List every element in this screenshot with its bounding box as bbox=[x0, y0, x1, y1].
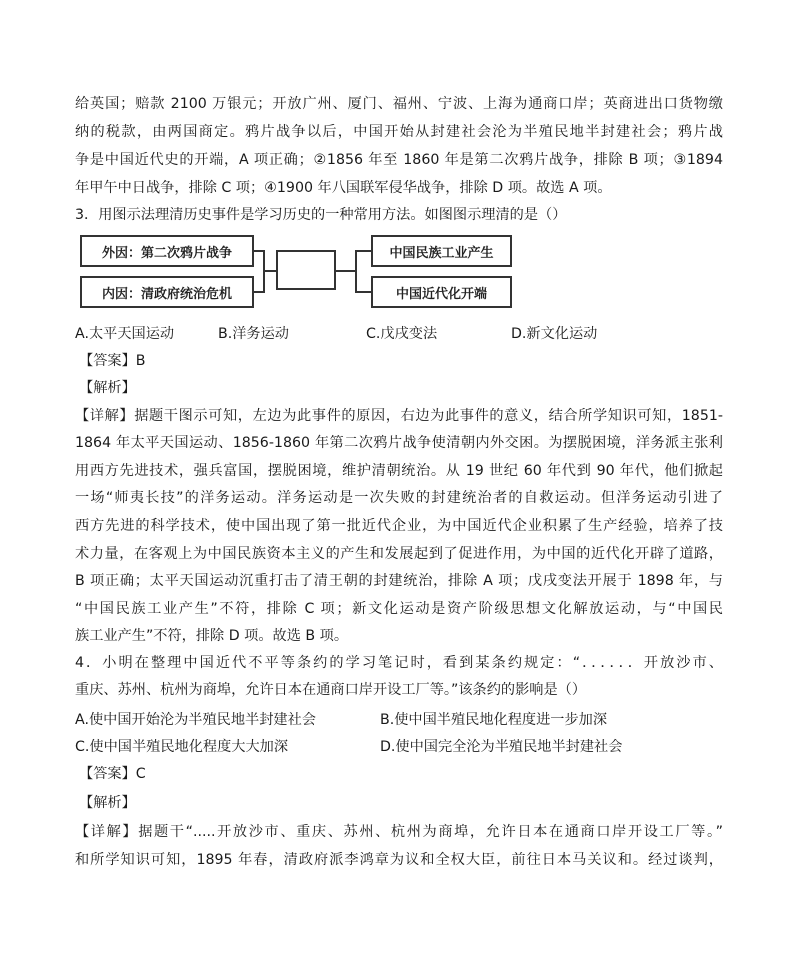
diagram-box-effect-industry: 中国民族工业产生 bbox=[371, 235, 512, 267]
diagram-box-internal-cause: 内因：清政府统治危机 bbox=[80, 276, 254, 308]
option-d: D.新文化运动 bbox=[511, 326, 598, 342]
answer-label: 【答案】C bbox=[79, 766, 146, 782]
connector-line bbox=[355, 291, 371, 293]
connector-line bbox=[355, 250, 357, 293]
diagram-box-blank bbox=[276, 250, 336, 290]
option-a: A.太平天国运动 bbox=[75, 326, 175, 342]
detail-line: “中国民族工业产生”不符，排除 C 项；新文化运动是资产阶级思想文化解放运动，与“中国民 bbox=[75, 601, 723, 617]
analysis-label: 【解析】 bbox=[79, 795, 136, 811]
answer-label: 【答案】B bbox=[79, 353, 146, 369]
detail-line: B 项正确；太平天国运动沉重打击了清王朝的封建统治，排除 A 项；戊戌变法开展于 1898 年，与 bbox=[75, 573, 723, 589]
detail-line: 西方先进的科学技术，使中国出现了第一批近代企业，为中国近代企业积累了生产经验，培养了技 bbox=[75, 518, 723, 534]
detail-line: 【详解】据题干图示可知，左边为此事件的原因，右边为此事件的意义，结合所学知识可知，1851- bbox=[75, 408, 723, 424]
question-4-stem: 重庆、苏州、杭州为商埠，允许日本在通商口岸开设工厂等。”该条约的影响是（） bbox=[75, 682, 587, 698]
option-b: B.洋务运动 bbox=[218, 326, 289, 342]
diagram-box-external-cause: 外因：第二次鸦片战争 bbox=[80, 235, 254, 267]
connector-line bbox=[336, 270, 356, 272]
option-c: C.使中国半殖民地化程度大大加深 bbox=[75, 739, 289, 755]
text-line: 给英国；赔款 2100 万银元；开放广州、厦门、福州、宁波、上海为通商口岸；英商进出口货物缴 bbox=[75, 96, 723, 112]
detail-line: 【详解】据题干“.....开放沙市、重庆、苏州、杭州为商埠，允许日本在通商口岸开设工厂等。” bbox=[75, 824, 723, 840]
diagram-box-effect-modernization: 中国近代化开端 bbox=[371, 276, 512, 308]
connector-line bbox=[263, 270, 276, 272]
detail-line: 术力量，在客观上为中国民族资本主义的产生和发展起到了促进作用，为中国的近代化开辟了道路， bbox=[75, 546, 723, 562]
detail-line: 1864 年太平天国运动、1856-1860 年第二次鸦片战争使清朝内外交困。为摆脱困境，洋务派主张利 bbox=[75, 435, 723, 451]
detail-line: 和所学知识可知，1895 年春，清政府派李鸿章为议和全权大臣，前往日本马关议和。经过谈判， bbox=[75, 852, 723, 868]
option-a: A.使中国开始沦为半殖民地半封建社会 bbox=[75, 712, 316, 728]
connector-line bbox=[355, 250, 371, 252]
text-line: 争是中国近代史的开端，A 项正确；②1856 年至 1860 年是第二次鸦片战争，排除 B 项；③1894 bbox=[75, 152, 723, 168]
option-c: C.戊戌变法 bbox=[366, 326, 438, 342]
option-b: B.使中国半殖民地化程度进一步加深 bbox=[380, 712, 608, 728]
text-line: 年甲午中日战争，排除 C 项；④1900 年八国联军侵华战争，排除 D 项。故选 A 项。 bbox=[75, 180, 612, 196]
question-4-stem: 4．小明在整理中国近代不平等条约的学习笔记时，看到某条约规定：“．．．．．．开放沙市、 bbox=[75, 655, 723, 671]
detail-line: 用西方先进技术，强兵富国，摆脱困境，维护清朝统治。从 19 世纪 60 年代到 90 年代，他们掀起 bbox=[75, 463, 723, 479]
option-d: D.使中国完全沦为半殖民地半封建社会 bbox=[380, 739, 623, 755]
detail-line: 族工业产生”不符，排除 D 项。故选 B 项。 bbox=[75, 628, 349, 644]
text-line: 纳的税款，由两国商定。鸦片战争以后，中国开始从封建社会沦为半殖民地半封建社会；鸦片战 bbox=[75, 124, 723, 140]
detail-line: 一场“师夷长技”的洋务运动。洋务运动是一次失败的封建统治者的自救运动。但洋务运动引进了 bbox=[75, 490, 723, 506]
analysis-label: 【解析】 bbox=[79, 380, 136, 396]
question-3-stem: 3．用图示法理清历史事件是学习历史的一种常用方法。如图图示理清的是（） bbox=[75, 207, 567, 223]
